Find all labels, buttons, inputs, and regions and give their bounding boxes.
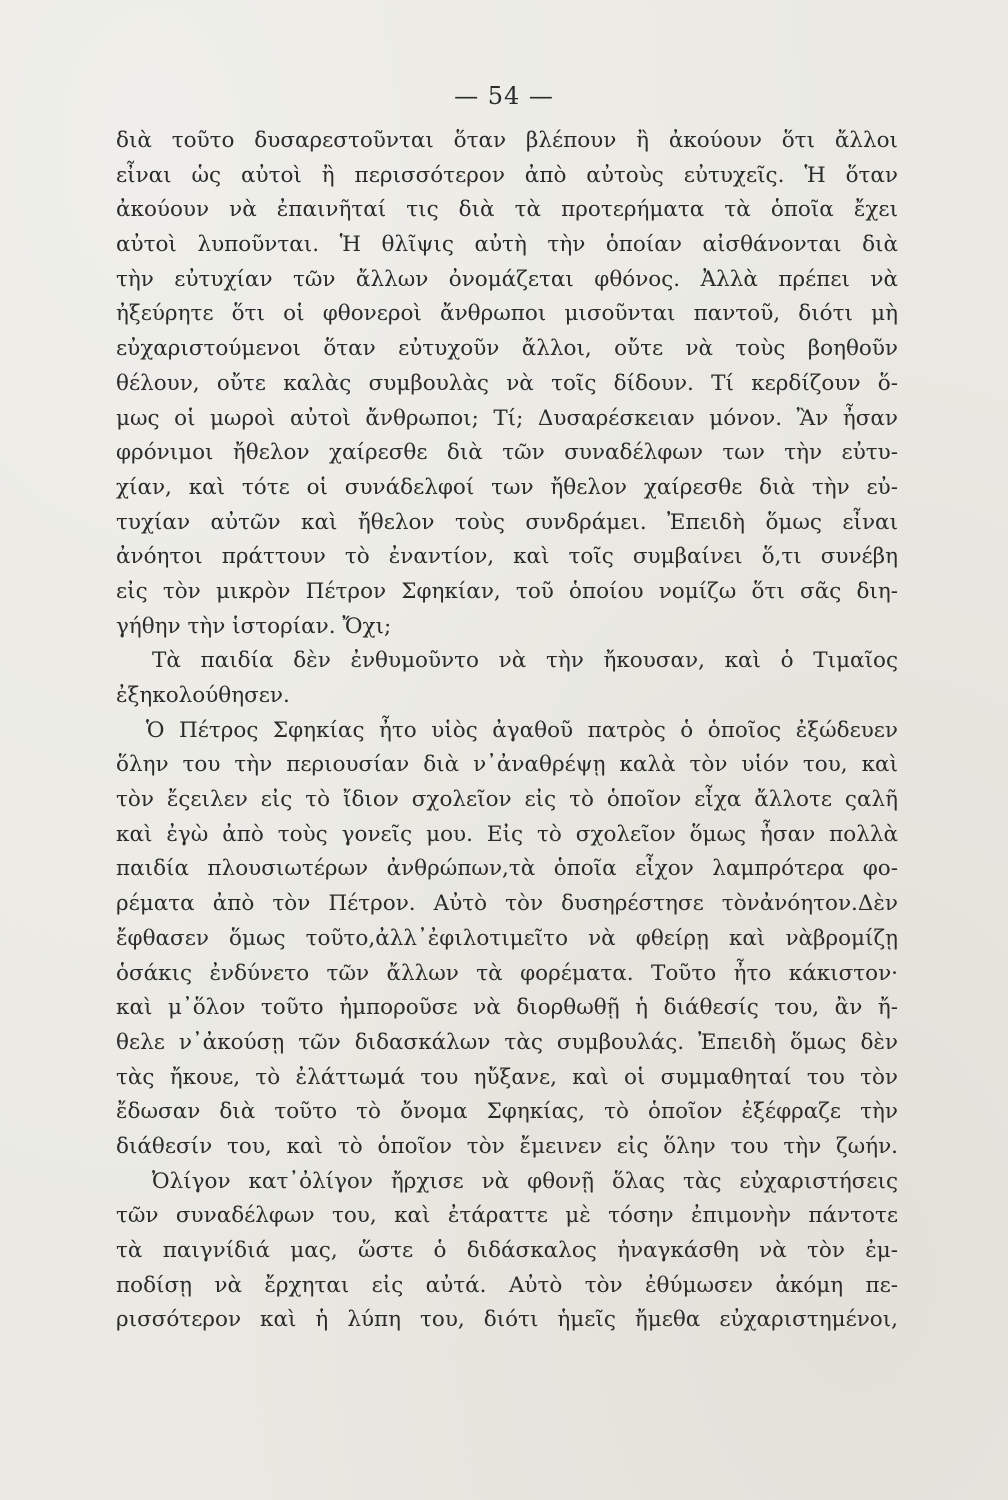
text-line: εἶναι ὡς αὐτοὶ ἢ περισσότερον ἀπὸ αὐτοὺς εὐτυχεῖς. Ἡ ὅταν: [116, 162, 898, 188]
text-line: αὐτοὶ λυποῦνται. Ἡ θλῖψις αὐτὴ τὴν ὁποίαν αἰσθάνονται διὰ: [116, 232, 898, 258]
text-line: ἔφθασεν ὅμως τοῦτο,ἀλλ᾽ἐφιλοτιμεῖτο νὰ φθείρῃ καὶ νὰβρομίζῃ: [116, 925, 898, 951]
text-line: ἀκούουν νὰ ἐπαινῆταί τις διὰ τὰ προτερήματα τὰ ὁποῖα ἔχει: [116, 197, 898, 223]
body-text: [116, 124, 898, 1338]
text-line: ἔδωσαν διὰ τοῦτο τὸ ὄνομα Σφηκίας, τὸ ὁποῖον ἐξέφραζε τὴν: [116, 1099, 898, 1125]
text-line: ἀνόητοι πράττουν τὸ ἐναντίον, καὶ τοῖς συμβαίνει ὅ,τι συνέβη: [116, 544, 898, 570]
text-line: φρόνιμοι ἤθελον χαίρεσθε διὰ τῶν συναδέλφων των τὴν εὐτυ-: [116, 440, 898, 466]
text-line: τὰ παιγνίδιά μας, ὥστε ὁ διδάσκαλος ἠναγκάσθη νὰ τὸν ἐμ-: [116, 1238, 898, 1263]
text-line: ρισσότερον καὶ ἡ λύπη του, διότι ἡμεῖς ἤμεθα εὐχαριστημένοι,: [116, 1307, 898, 1333]
text-line: χίαν, καὶ τότε οἱ συνάδελφοί των ἤθελον χαίρεσθε διὰ τὴν εὐ-: [116, 474, 898, 500]
text-line: ἐξηκολούθησεν.: [116, 683, 290, 708]
text-line: διάθεσίν του, καὶ τὸ ὁποῖον τὸν ἔμεινεν εἰς ὅλην του τὴν ζωήν.: [116, 1133, 898, 1159]
text-line: θελε ν᾽ἀκούσῃ τῶν διδασκάλων τὰς συμβουλάς. Ἐπειδὴ ὅμως δὲν: [116, 1029, 898, 1055]
text-line: τὰς ἤκουε, τὸ ἐλάττωμά του ηὔξανε, καὶ οἱ συμμαθηταί του τὸν: [116, 1064, 898, 1090]
text-line: τὸν ἔςειλεν εἰς τὸ ἴδιον σχολεῖον εἰς τὸ ὁποῖον εἶχα ἄλλοτε ςαλῆ: [116, 787, 898, 813]
text-line: διὰ τοῦτο δυσαρεστοῦνται ὅταν βλέπουν ἢ ἀκούουν ὅτι ἄλλοι: [116, 128, 898, 153]
text-line: γήθην τὴν ἱστορίαν. Ὄχι;: [116, 613, 392, 639]
text-line: ποδίσῃ νὰ ἔρχηται εἰς αὐτά. Αὐτὸ τὸν ἐθύμωσεν ἀκόμη πε-: [116, 1272, 898, 1298]
page-number: — 54 —: [454, 82, 554, 110]
text-line: Ὀλίγον κατ᾽ὀλίγον ἤρχισε νὰ φθονῇ ὅλας τὰς εὐχαριστήσεις: [152, 1168, 898, 1194]
text-line: παιδία πλουσιωτέρων ἀνθρώπων,τὰ ὁποῖα εἶχον λαμπρότερα φο-: [116, 856, 898, 882]
text-line: καὶ ἐγὼ ἀπὸ τοὺς γονεῖς μου. Εἰς τὸ σχολεῖον ὅμως ἦσαν πολλὰ: [116, 821, 898, 847]
text-line: τῶν συναδέλφων του, καὶ ἐτάραττε μὲ τόσην ἐπιμονὴν πάντοτε: [116, 1203, 898, 1229]
text-line: καὶ μ᾽ὅλον τοῦτο ἠμποροῦσε νὰ διορθωθῇ ἡ διάθεσίς του, ἂν ἤ-: [116, 995, 898, 1021]
text-line: μως οἱ μωροὶ αὐτοὶ ἄνθρωποι; Τί; Δυσαρέσκειαν μόνον. Ἂν ἦσαν: [116, 405, 898, 431]
text-line: τυχίαν αὐτῶν καὶ ἤθελον τοὺς συνδράμει. Ἐπειδὴ ὅμως εἶναι: [116, 509, 898, 535]
text-line: ἠξεύρητε ὅτι οἱ φθονεροὶ ἄνθρωποι μισοῦνται παντοῦ, διότι μὴ: [116, 301, 898, 327]
text-line: Τὰ παιδία δὲν ἐνθυμοῦντο νὰ τὴν ἤκουσαν, καὶ ὁ Τιμαῖος: [152, 648, 898, 674]
text-line: ὅλην του τὴν περιουσίαν διὰ ν᾽ἀναθρέψῃ καλὰ τὸν υἱόν του, καὶ: [116, 752, 898, 778]
text-line: ρέματα ἀπὸ τὸν Πέτρον. Αὐτὸ τὸν δυσηρέστησε τὸνἀνόητον.Δὲν: [116, 891, 898, 917]
text-line: θέλουν, οὔτε καλὰς συμβουλὰς νὰ τοῖς δίδουν. Τί κερδίζουν ὅ-: [116, 370, 898, 396]
text-line: ὁσάκις ἐνδύνετο τῶν ἄλλων τὰ φορέματα. Τοῦτο ἦτο κάκιστον·: [116, 960, 898, 986]
text-line: εἰς τὸν μικρὸν Πέτρον Σφηκίαν, τοῦ ὁποίου νομίζω ὅτι σᾶς διη-: [116, 578, 898, 604]
text-line: Ὁ Πέτρος Σφηκίας ἦτο υἱὸς ἀγαθοῦ πατρὸς ὁ ὁποῖος ἐξώδευεν: [146, 717, 898, 743]
text-line: εὐχαριστούμενοι ὅταν εὐτυχοῦν ἄλλοι, οὔτε νὰ τοὺς βοηθοῦν: [116, 336, 898, 362]
text-line: τὴν εὐτυχίαν τῶν ἄλλων ὀνομάζεται φθόνος. Ἀλλὰ πρέπει νὰ: [116, 266, 898, 292]
